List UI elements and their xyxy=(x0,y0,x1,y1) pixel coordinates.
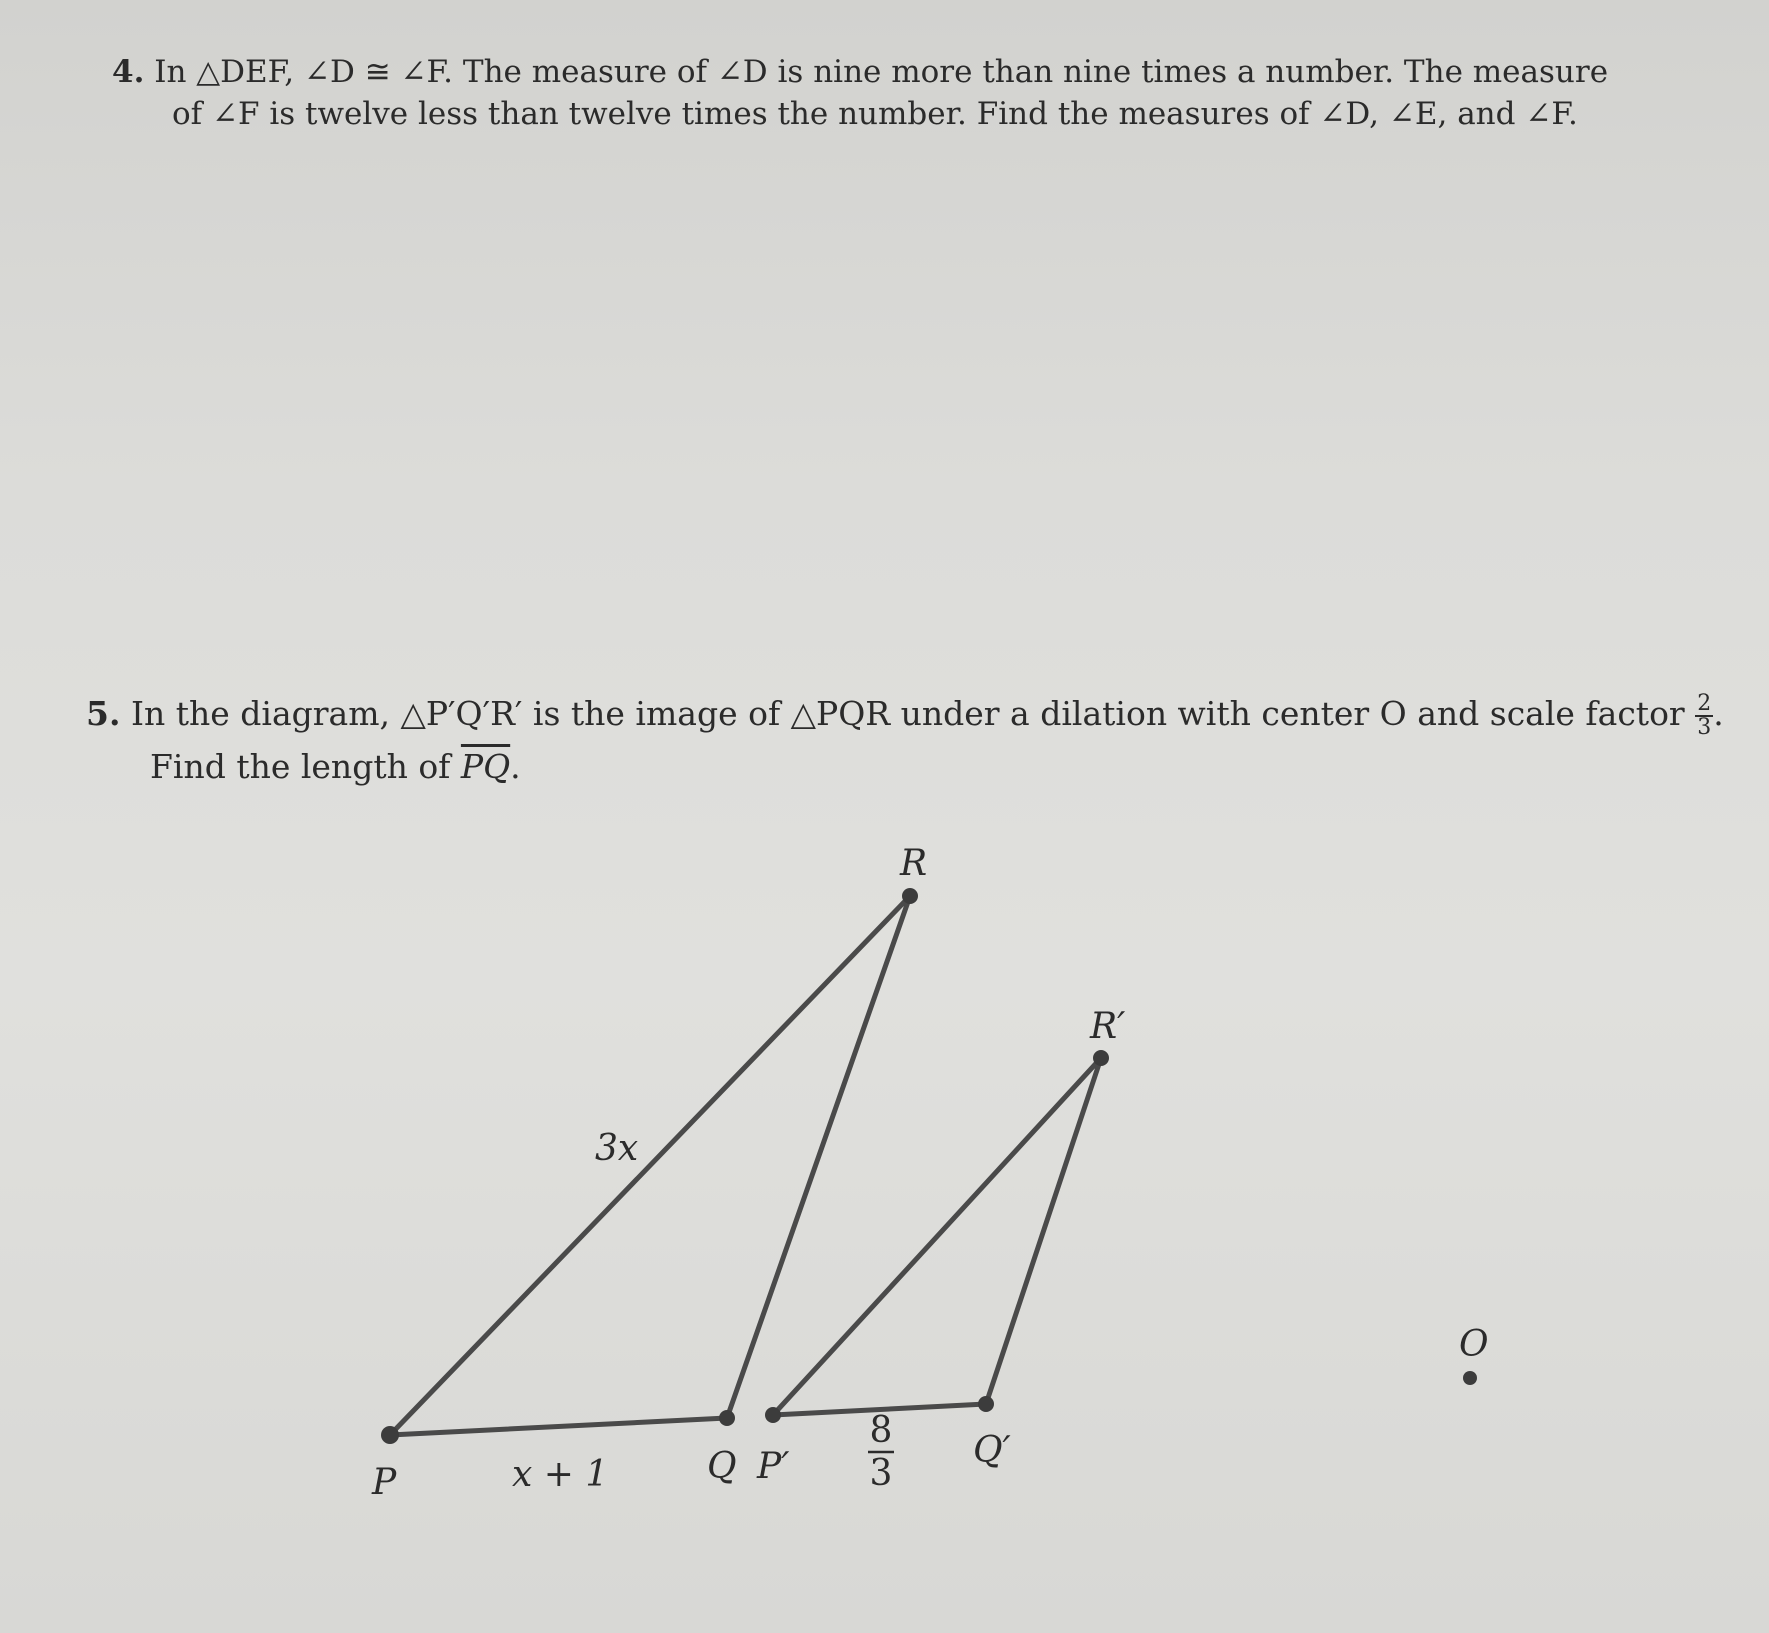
problem-5-period: . xyxy=(1713,694,1724,733)
point-p-prime xyxy=(765,1407,781,1423)
label-q-prime: Q′ xyxy=(973,1430,1011,1471)
label-r-prime: R′ xyxy=(1090,1006,1126,1047)
point-p xyxy=(381,1426,399,1444)
problem-5-text-2-end: . xyxy=(510,747,521,786)
scale-factor-numerator: 2 xyxy=(1697,691,1712,716)
problem-5-text-1: In the diagram, △P′Q′R′ is the image of △PQR under a dilation with center O and scale factor xyxy=(130,694,1685,733)
problem-4-number: 4. xyxy=(112,54,145,90)
label-p-prime: P′ xyxy=(757,1446,790,1487)
label-o: O xyxy=(1459,1324,1489,1365)
point-r xyxy=(902,888,918,904)
problem-4-text-1: In △DEF, ∠D ≅ ∠F. The measure of ∠D is nine more than nine times a number. The measure xyxy=(154,54,1609,90)
problem-5-number: 5. xyxy=(86,694,121,733)
label-side-pr: 3x xyxy=(595,1128,639,1169)
point-q-prime xyxy=(978,1396,994,1412)
label-r: R xyxy=(900,843,928,884)
scale-factor-denominator: 3 xyxy=(1697,715,1712,740)
triangle-p-prime-q-prime-r-prime xyxy=(773,1058,1101,1415)
point-q xyxy=(719,1410,735,1426)
label-side-pq: x + 1 xyxy=(512,1454,609,1495)
segment-pq: $\overline{PQ}$ xyxy=(460,747,511,786)
point-o xyxy=(1463,1371,1477,1385)
label-q: Q xyxy=(707,1446,737,1487)
problem-5-text-2: Find the length of xyxy=(150,747,451,786)
label-side-ppqp-numerator: 8 xyxy=(869,1410,893,1451)
label-p: P xyxy=(372,1462,397,1503)
point-r-prime xyxy=(1093,1050,1109,1066)
problem-4-text-2: of ∠F is twelve less than twelve times the number. Find the measures of ∠D, ∠E, and ∠F. xyxy=(172,95,1578,132)
label-side-ppqp-denominator: 3 xyxy=(869,1453,893,1494)
